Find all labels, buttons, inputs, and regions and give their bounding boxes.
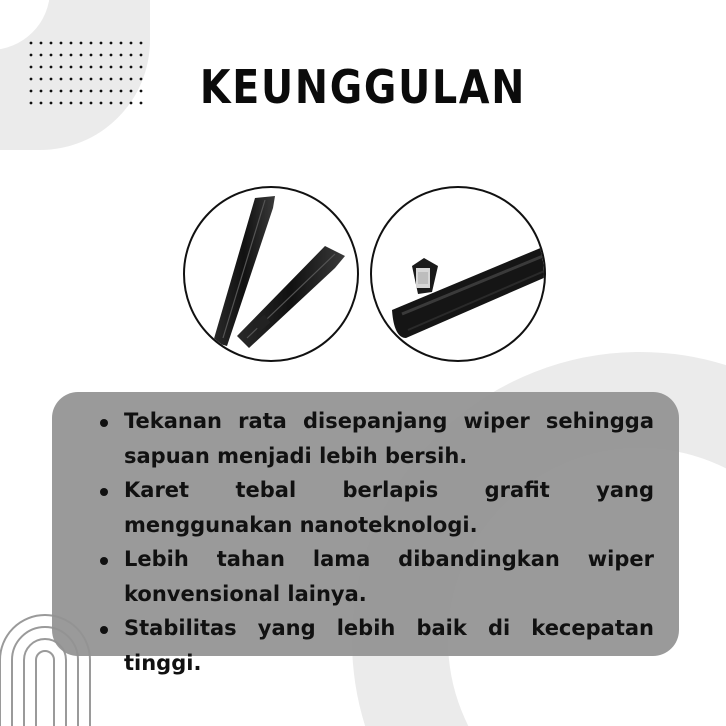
decor-dot	[50, 42, 53, 45]
decor-dot	[90, 42, 93, 45]
decor-dot	[30, 78, 33, 81]
decor-dot	[50, 54, 53, 57]
decor-dot	[60, 42, 63, 45]
wiper-blade-pair-photo	[183, 186, 359, 362]
decor-dot	[40, 42, 43, 45]
decor-dot	[70, 54, 73, 57]
decor-dot	[100, 42, 103, 45]
decor-dot	[40, 54, 43, 57]
feature-item	[70, 611, 654, 680]
page-title: KEUNGGULAN	[199, 60, 527, 114]
decor-dot	[120, 42, 123, 45]
decor-dot	[130, 42, 133, 45]
decor-dot	[130, 54, 133, 57]
decor-dot	[80, 54, 83, 57]
decor-dot	[110, 42, 113, 45]
decor-dot	[80, 42, 83, 45]
decor-dot	[30, 90, 33, 93]
decor-dot	[140, 54, 143, 57]
decor-dot	[40, 66, 43, 69]
feature-text: Karet tebal berlapis grafit yang menggunakan nanoteknologi.	[124, 478, 654, 537]
bullet-icon	[100, 557, 108, 565]
decor-dot	[70, 42, 73, 45]
decor-dot	[140, 42, 143, 45]
decor-dot	[60, 54, 63, 57]
feature-text: Stabilitas yang lebih baik di kecepatan tinggi.	[124, 616, 654, 675]
decor-dot	[120, 54, 123, 57]
decor-dot	[100, 54, 103, 57]
features-list	[70, 404, 654, 680]
feature-text: Lebih tahan lama dibandingkan wiper konvensional lainya.	[124, 547, 654, 606]
decor-dot	[30, 66, 33, 69]
wiper-connector-icon	[372, 188, 544, 360]
decor-dot	[40, 78, 43, 81]
decor-dot	[110, 54, 113, 57]
decor-dot	[30, 54, 33, 57]
decor-dot	[40, 102, 43, 105]
wiper-blade-pair-icon	[185, 188, 357, 360]
decor-dot	[90, 54, 93, 57]
feature-item	[70, 473, 654, 542]
feature-text: Tekanan rata disepanjang wiper sehingga sapuan menjadi lebih bersih.	[124, 409, 654, 468]
bullet-icon	[100, 626, 108, 634]
decor-dot	[30, 102, 33, 105]
decor-dot	[40, 90, 43, 93]
decor-dot	[30, 42, 33, 45]
feature-item	[70, 404, 654, 473]
bullet-icon	[100, 488, 108, 496]
feature-item	[70, 542, 654, 611]
wiper-connector-closeup-photo	[370, 186, 546, 362]
bullet-icon	[100, 419, 108, 427]
